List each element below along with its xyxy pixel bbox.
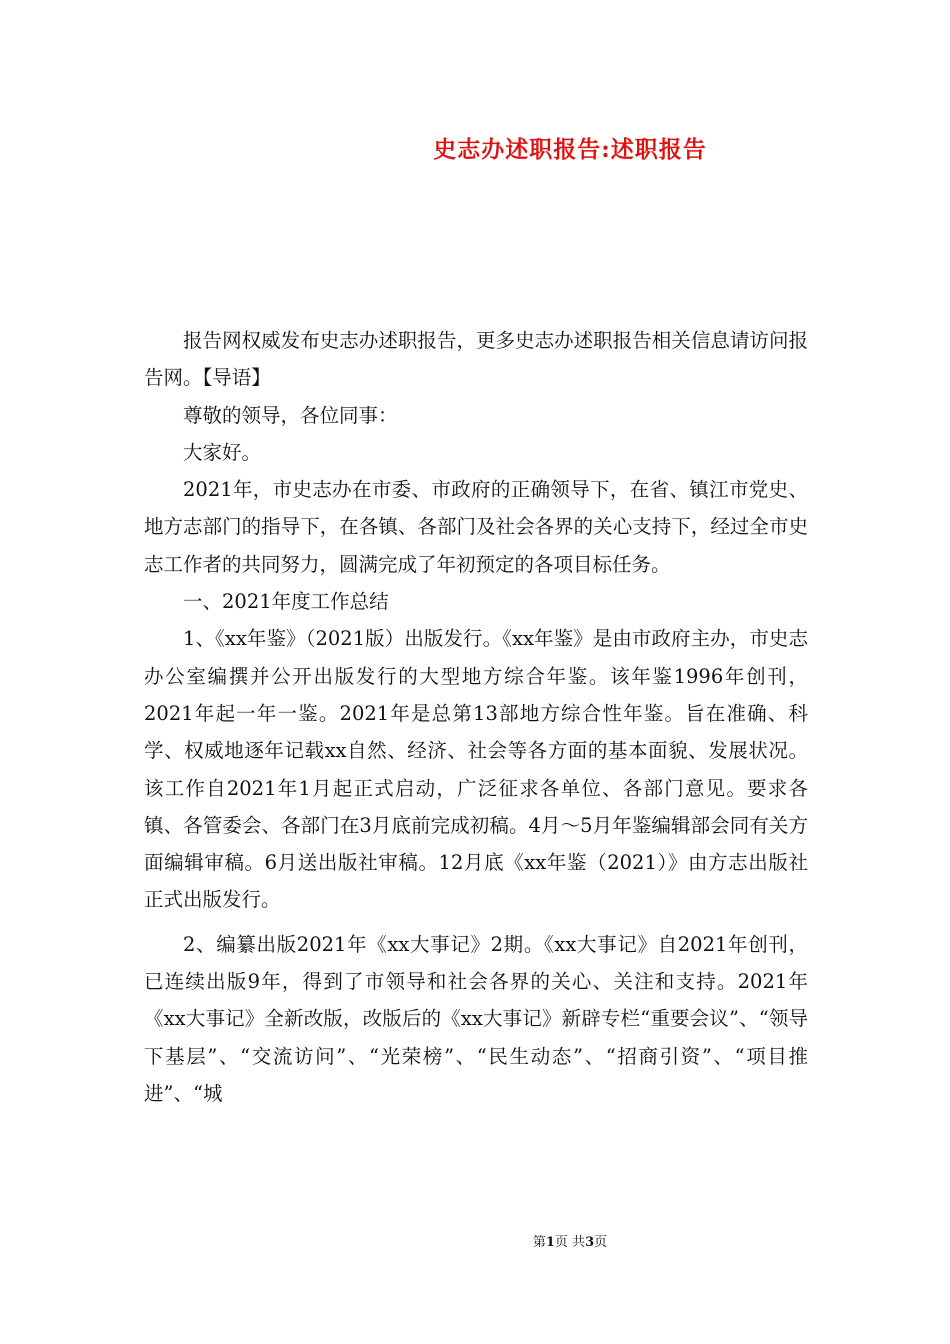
footer-current-page: 1 xyxy=(545,1235,555,1250)
footer-total-pages: 3 xyxy=(585,1235,595,1250)
page-footer xyxy=(0,1234,950,1252)
paragraph-hello: 大家好。 xyxy=(183,440,262,464)
footer-prefix: 第 xyxy=(532,1235,546,1250)
section-heading: 一、2021年度工作总结 xyxy=(183,590,389,614)
paragraph-overview: 2021年，市史志办在市委、市政府的正确领导下，在省、镇江市党史、地方志部门的指导下，在各镇、各部门及社会各界的关心支持下，经过全市史志工作者的共同努力，圆满完成了年初预定的各项目标任务。 xyxy=(144,478,808,576)
paragraph-chronicle: 2、编纂出版2021年《xx大事记》2期。《xx大事记》自2021年创刊，已连续出版9年，得到了市领导和社会各界的关心、关注和支持。2021年《xx大事记》全新改版，改版后的《xx大事记》新辟专栏“重要会议”、“领导下基层”、“交流访问”、“光荣榜”、“民生动态”、“招商引资”、“项目推进”、“城 xyxy=(144,932,808,1105)
footer-middle: 页 共 xyxy=(554,1235,586,1250)
document-body xyxy=(144,322,808,1112)
footer-suffix: 页 xyxy=(594,1235,608,1250)
paragraph-yearbook: 1、《xx年鉴》（2021版）出版发行。《xx年鉴》是由市政府主办，市史志办公室编撰并公开出版发行的大型地方综合年鉴。该年鉴1996年创刊，2021年起一年一鉴。2021年是总第13部地方综合性年鉴。旨在准确、科学、权威地逐年记载xx自然、经济、社会等各方面的基本面貌、发展状况。该工作自2021年1月起正式启动，广泛征求各单位、各部门意见。要求各镇、各管委会、各部门在3月底前完成初稿。4月～5月年鉴编辑部会同有关方面编辑审稿。6月送出版社审稿。12月底《xx年鉴（2021）》由方志出版社正式出版发行。 xyxy=(144,627,808,912)
paragraph-greeting: 尊敬的领导，各位同事： xyxy=(183,403,398,427)
paragraph-intro: 报告网权威发布史志办述职报告，更多史志办述职报告相关信息请访问报告网。【导语】 xyxy=(144,329,808,390)
document-title: 史志办述职报告:述职报告 xyxy=(433,136,707,163)
